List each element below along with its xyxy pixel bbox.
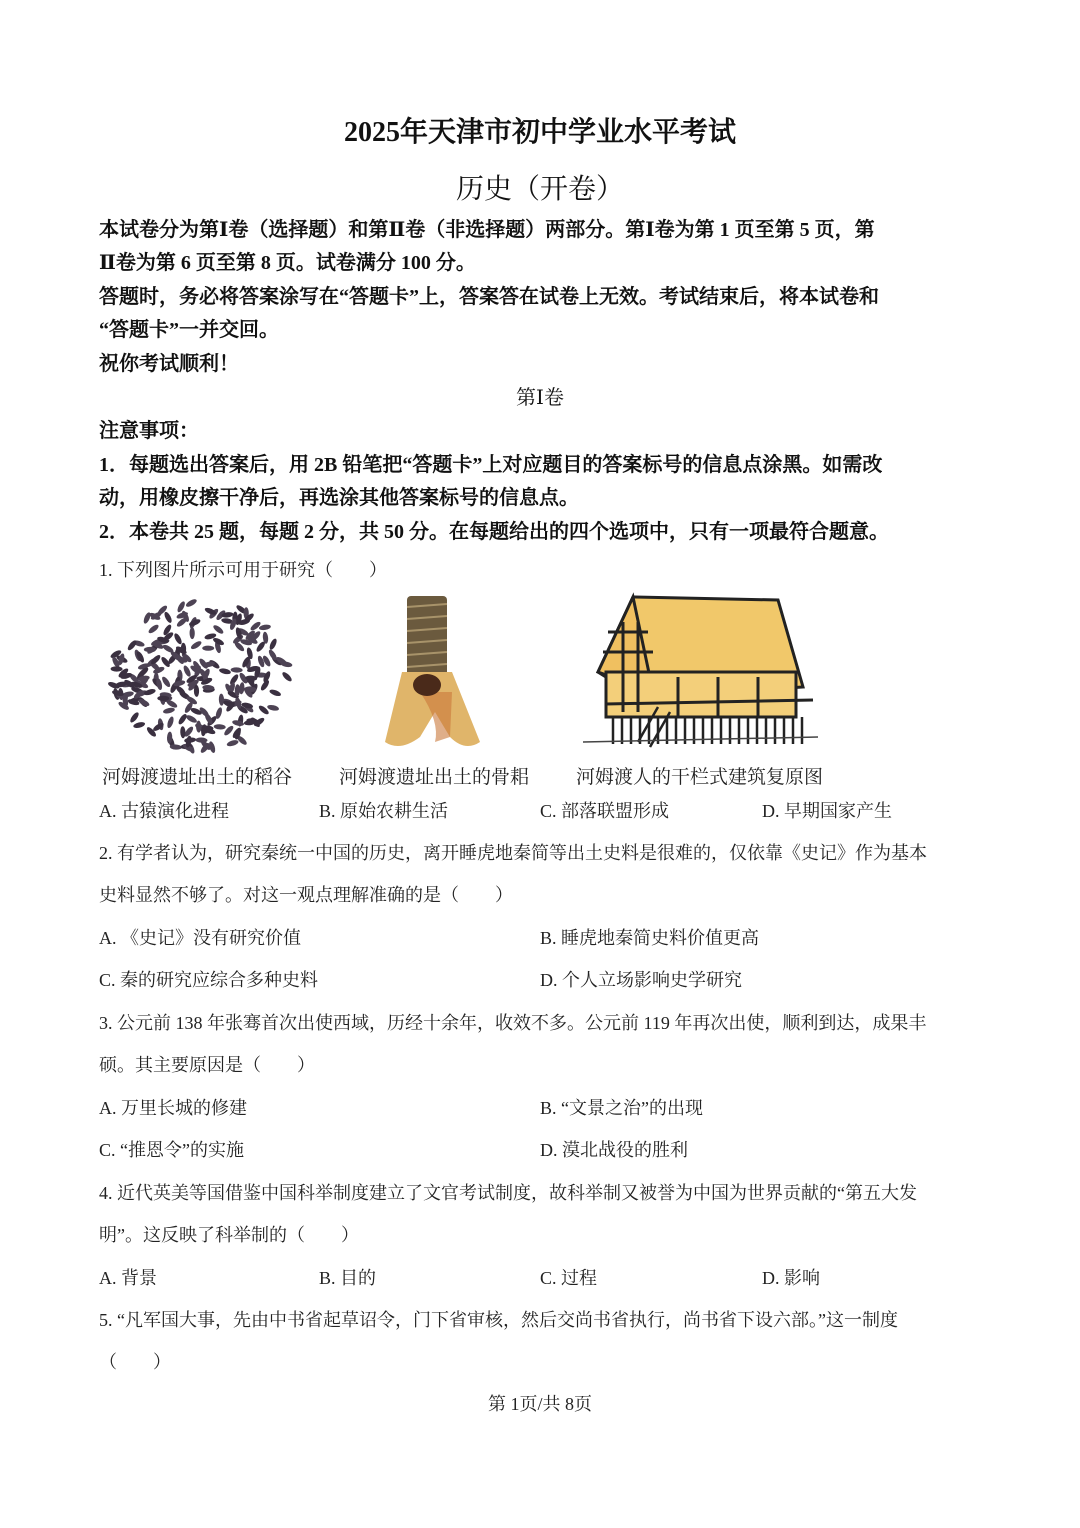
question-5-stem: （ ） (99, 1352, 171, 1372)
option-b: B. “文景之治”的出现 (540, 1098, 703, 1118)
page-footer: 第 1页/共 8页 (487, 1394, 592, 1414)
question-1-stem: 1. 下列图片所示可用于研究（ ） (99, 560, 387, 580)
option-c: C. 秦的研究应综合多种史料 (99, 970, 319, 990)
option-d: D. 漠北战役的胜利 (540, 1140, 688, 1160)
option-b: B. 睡虎地秦简史料价值更高 (540, 928, 760, 948)
intro-line: 祝你考试顺利！ (99, 353, 239, 375)
option-c: C. “推恩令”的实施 (99, 1140, 244, 1160)
option-a: A. 古猿演化进程 (99, 801, 229, 821)
rice-grains-image (105, 595, 295, 755)
option-a: A. 万里长城的修建 (99, 1098, 247, 1118)
question-4-stem: 4. 近代英美等国借鉴中国科举制度建立了文官考试制度，故科举制又被誉为中国为世界贡献的“第五大发 (99, 1183, 917, 1203)
option-a: A. 背景 (99, 1268, 157, 1288)
intro-line: Ⅱ卷为第 6 页至第 8 页。试卷满分 100 分。 (99, 252, 476, 274)
option-b: B. 原始农耕生活 (319, 801, 449, 821)
notice-line: 1．每题选出答案后，用 2B 铅笔把“答题卡”上对应题目的答案标号的信息点涂黑。如需改 (99, 454, 883, 476)
option-d: D. 个人立场影响史学研究 (540, 970, 742, 990)
option-c: C. 过程 (540, 1268, 598, 1288)
question-3-stem: 硕。其主要原因是（ ） (99, 1055, 315, 1075)
section-heading: 第Ⅰ卷 (516, 387, 564, 409)
question-4-stem: 明”。这反映了科举制的（ ） (99, 1225, 359, 1245)
stilt-house-image (578, 592, 823, 757)
option-a: A. 《史记》没有研究价值 (99, 928, 301, 948)
option-d: D. 早期国家产生 (762, 801, 892, 821)
intro-line: 本试卷分为第Ⅰ卷（选择题）和第Ⅱ卷（非选择题）两部分。第Ⅰ卷为第 1 页至第 5 页，第 (99, 219, 875, 241)
notice-line: 2．本卷共 25 题，每题 2 分，共 50 分。在每题给出的四个选项中，只有一项最符合题意。 (99, 521, 889, 543)
image-caption: 河姆渡遗址出土的骨耜 (339, 766, 530, 788)
image-caption: 河姆渡人的干栏式建筑复原图 (576, 766, 824, 788)
exam-title: 2025年天津市初中学业水平考试 (343, 117, 736, 148)
option-b: B. 目的 (319, 1268, 377, 1288)
exam-subtitle: 历史（开卷） (455, 174, 624, 205)
question-2-stem: 2. 有学者认为，研究秦统一中国的历史，离开睡虎地秦简等出土史料是很难的，仅依靠《史记》作为基本 (99, 843, 927, 863)
intro-line: 答题时，务必将答案涂写在“答题卡”上，答案答在试卷上无效。考试结束后，将本试卷和 (99, 286, 879, 308)
intro-line: “答题卡”一并交回。 (99, 319, 279, 341)
question-5-stem: 5. “凡军国大事，先由中书省起草诏令，门下省审核，然后交尚书省执行，尚书省下设六部。”这一制度 (99, 1310, 898, 1330)
notice-title: 注意事项： (99, 420, 199, 442)
bone-spade-image (380, 592, 490, 757)
option-d: D. 影响 (762, 1268, 820, 1288)
option-c: C. 部落联盟形成 (540, 801, 670, 821)
question-3-stem: 3. 公元前 138 年张骞首次出使西域，历经十余年，收效不多。公元前 119 年再次出使，顺利到达，成果丰 (99, 1013, 927, 1033)
question-2-stem: 史料显然不够了。对这一观点理解准确的是（ ） (99, 885, 513, 905)
image-caption: 河姆渡遗址出土的稻谷 (102, 766, 293, 788)
notice-line: 动，用橡皮擦干净后，再选涂其他答案标号的信息点。 (99, 487, 579, 509)
